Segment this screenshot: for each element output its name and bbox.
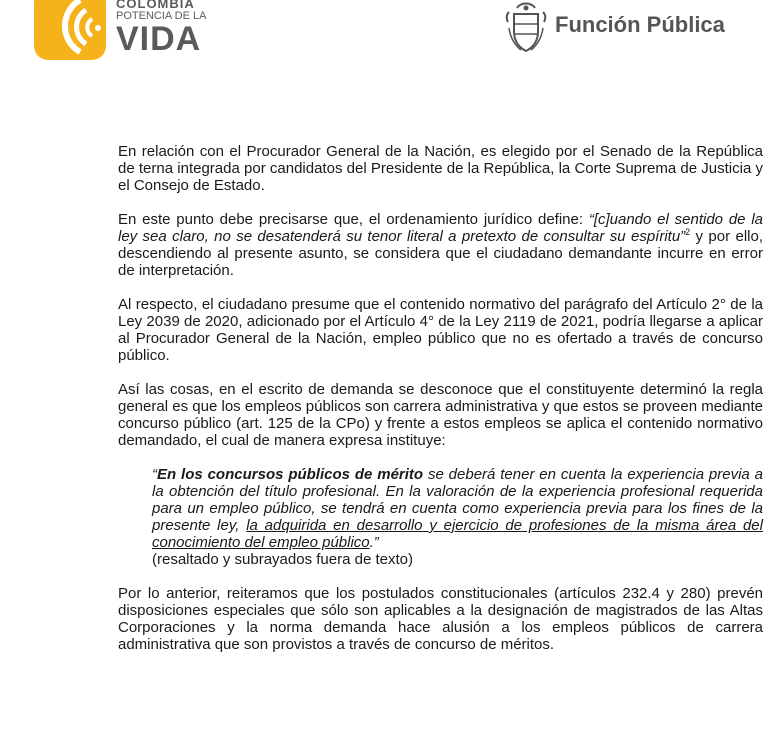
inline-legal-quote: “[c]uando el sentido de la ley sea claro, no se desatenderá su tenor literal a pretexto de consultar su espíritu” <box>118 211 763 245</box>
quote-open-mark: “ <box>152 466 157 483</box>
quote-bold-text: En los concursos públicos de mérito <box>157 466 424 483</box>
logo-line-vida: VIDA <box>116 20 202 58</box>
logo-line-potencia: POTENCIA DE LA <box>116 10 207 22</box>
page-header <box>0 0 780 70</box>
block-quote <box>118 466 763 568</box>
quote-close-mark: .” <box>369 534 379 551</box>
funcion-publica-wordmark: Función Pública <box>555 12 725 37</box>
paragraph-por-lo-anterior: Por lo anterior, reiteramos que los postulados constitucionales (artículos 232.4 y 280) prevén disposiciones especiales que sólo son aplicables a la designación de magistrados de las Altas Corporaciones y la norma demanda hace alusión a los empleos públicos de carrera administrativa que son provistos a través de concurso de méritos. <box>118 585 763 653</box>
quote-middle-text: se deberá tener en cuenta la experiencia previa a la obtención del título profesional. En la valoración de la experiencia profesional requerida para un empleo público, se tendrá en cuenta como experiencia previa para los fines de la presente ley, <box>152 466 763 534</box>
paragraph-procurador: En relación con el Procurador General de la Nación, es elegido por el Senado de la República de terna integrada por candidatos del Presidente de la República, la Corte Suprema de Justicia y el Consejo de Estado. <box>118 143 763 194</box>
quote-underlined-text: la adquirida en desarrollo y ejercicio de profesiones de la misma área del conocimiento del empleo público <box>152 517 763 551</box>
paragraph-al-respecto: Al respecto, el ciudadano presume que el contenido normativo del parágrafo del Artículo 2° de la Ley 2039 de 2020, adicionado por el Artículo 4° de la Ley 2119 de 2021, podría llegarse a aplicar al Procurador General de la Nación, empleo público que no es ofertado a través de concurso público. <box>118 296 763 364</box>
coat-of-arms-icon <box>503 2 549 54</box>
quote-note: (resaltado y subrayados fuera de texto) <box>152 551 413 568</box>
paragraph-asi-las-cosas: Así las cosas, en el escrito de demanda se desconoce que el constituyente determinó la regla general es que los empleos públicos son carrera administrativa y que estos se proveen mediante concurso público (art. 125 de la CPo) y frente a estos empleos se aplica el contenido normativo demandado, el cual de manera expresa instituye: <box>118 381 763 449</box>
colombia-logo-wordmark <box>116 0 207 58</box>
paragraph-ordenamiento <box>118 211 763 279</box>
paragraph-ordenamiento-rest: y por ello, descendiendo al presente asunto, se considera que el ciudadano demandante incurre en error de interpretación. <box>118 228 763 279</box>
colombia-logo-badge-icon <box>34 0 106 60</box>
document-body <box>118 143 763 670</box>
paragraph-ordenamiento-intro: En este punto debe precisarse que, el ordenamiento jurídico define: <box>118 211 589 228</box>
footnote-marker: 2 <box>685 227 691 237</box>
colombia-potencia-de-la-vida-logo <box>34 0 224 64</box>
logo-line-colombia: COLOMBIA <box>116 0 195 11</box>
